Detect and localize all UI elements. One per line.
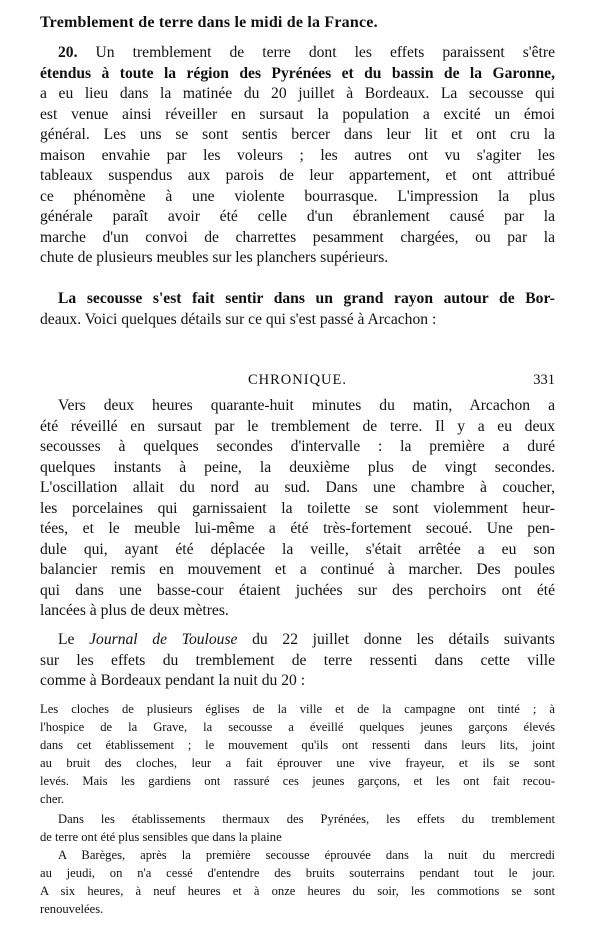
text-line: deaux. Voici quelques détails sur ce qui s'est passé à Arcachon : — [40, 310, 437, 328]
text-line: levés. Mais les gardiens ont rassuré ces jeunes garçons, et les ont fait recou- — [40, 774, 555, 788]
text-line: secousses à quelques secondes d'intervalle : la première a duré — [40, 438, 555, 455]
text-line: L'oscillation allait du nord au sud. Dans une chambre à coucher, — [40, 479, 555, 496]
text-line: qui dans une basse-cour étaient juchées sur des perchoirs ont été — [40, 581, 555, 599]
text-line: A Barèges, après la première secousse éprouvée dans la nuit du mercredi — [58, 848, 555, 862]
text-line: Le Journal de Toulouse du 22 juillet donne les détails suivants — [58, 631, 555, 648]
text-line: ce phénomène à une violente bourrasque. L'impression la plus — [40, 187, 555, 205]
text-line: lancées à plus de deux mètres. — [40, 602, 229, 619]
text-line: A six heures, à neuf heures et à onze heures du soir, les commotions se sont — [40, 884, 555, 898]
text-line: marche d'un convoi de charrettes pesamment chargées, ou par la — [40, 228, 555, 246]
text-line: est venue ainsi réveiller en sursaut la population a excité un émoi — [40, 105, 555, 123]
text-line: au jeudi, on n'a cessé d'entendre des bruits souterrains pendant tout le jour. — [40, 866, 555, 880]
journal-title: Journal de Toulouse — [89, 631, 238, 648]
text-line: maison envahie par les voleurs ; les autres ont vu s'agiter les — [40, 146, 555, 164]
quote-bells — [40, 700, 555, 808]
text-line: renouvelées. — [40, 902, 104, 916]
paragraph-earthquake-intro — [40, 43, 555, 269]
text-line: l'hospice de la Grave, la secousse a éveillé quelques jeunes garçons élevés — [40, 720, 555, 734]
text-line: cher. — [40, 792, 65, 806]
text-line: les porcelaines qui garnissaient la toilette se sont violemment heur- — [40, 499, 555, 517]
paragraph-toulouse-intro — [40, 630, 555, 692]
running-title: CHRONIQUE. — [247, 372, 347, 388]
text-line: quelques instants à peine, la deuxième plus de vingt secondes. — [40, 458, 555, 476]
text-line: général. Les uns se sont sentis bercer dans leur lit et ont cru la — [40, 126, 555, 143]
text-line: La secousse s'est fait sentir dans un grand rayon autour de Bor- — [58, 290, 555, 307]
text-line: générale paraît avoir été celle d'un ébranlement causé par la — [40, 208, 555, 225]
text-line: tées, et le meuble lui-même a été très-fortement secoué. Une pen- — [40, 520, 555, 537]
paragraph-arcachon-details — [40, 396, 555, 622]
page-number: 331 — [533, 372, 555, 388]
running-head — [40, 372, 555, 392]
text-line: au bruit des cloches, leur a fait éprouver une vive frayeur, et ils se sont — [40, 756, 555, 770]
section-title: Tremblement de terre dans le midi de la France. — [40, 14, 378, 31]
text-line: balancier remis en mouvement et a continué à marcher. Des poules — [40, 561, 555, 578]
text-line: dans cet établissement ; le mouvement qu'ils ont ressenti dans leurs lits, joint — [40, 738, 555, 752]
text-line: étendus à toute la région des Pyrénées et du bassin de la Garonne, — [40, 64, 555, 82]
text-line: Vers deux heures quarante-huit minutes du matin, Arcachon a — [58, 397, 555, 414]
text-line: a eu lieu dans la matinée du 20 juillet à Bordeaux. La secousse qui — [40, 85, 555, 102]
quote-thermal-baths — [40, 810, 555, 846]
text-line: dule qui, ayant été déplacée la veille, s'était arrêtée a eu son — [40, 540, 555, 558]
text-line: de terre ont été plus sensibles que dans la plaine — [40, 830, 282, 844]
text-line: Les cloches de plusieurs églises de la ville et de la campagne ont tinté ; à — [40, 702, 555, 716]
text-line: comme à Bordeaux pendant la nuit du 20 : — [40, 672, 306, 689]
paragraph-arcachon-intro — [40, 289, 555, 330]
text-line: sur les effets du tremblement de terre ressenti dans cette ville — [40, 651, 555, 669]
text-line: 20. Un tremblement de terre dont les effets paraissent s'être — [58, 44, 555, 61]
quote-bareges — [40, 846, 555, 918]
text-line: tableaux suspendus aux parois de leur appartement, et ont attribué — [40, 167, 555, 184]
text-line: chute de plusieurs meubles sur les planchers supérieurs. — [40, 249, 389, 266]
paragraph-number: 20. — [58, 44, 78, 61]
text-line: été réveillé en sursaut par le tremblement de terre. Il y a eu deux — [40, 417, 555, 435]
text-line: Dans les établissements thermaux des Pyrénées, les effets du tremblement — [58, 812, 555, 826]
